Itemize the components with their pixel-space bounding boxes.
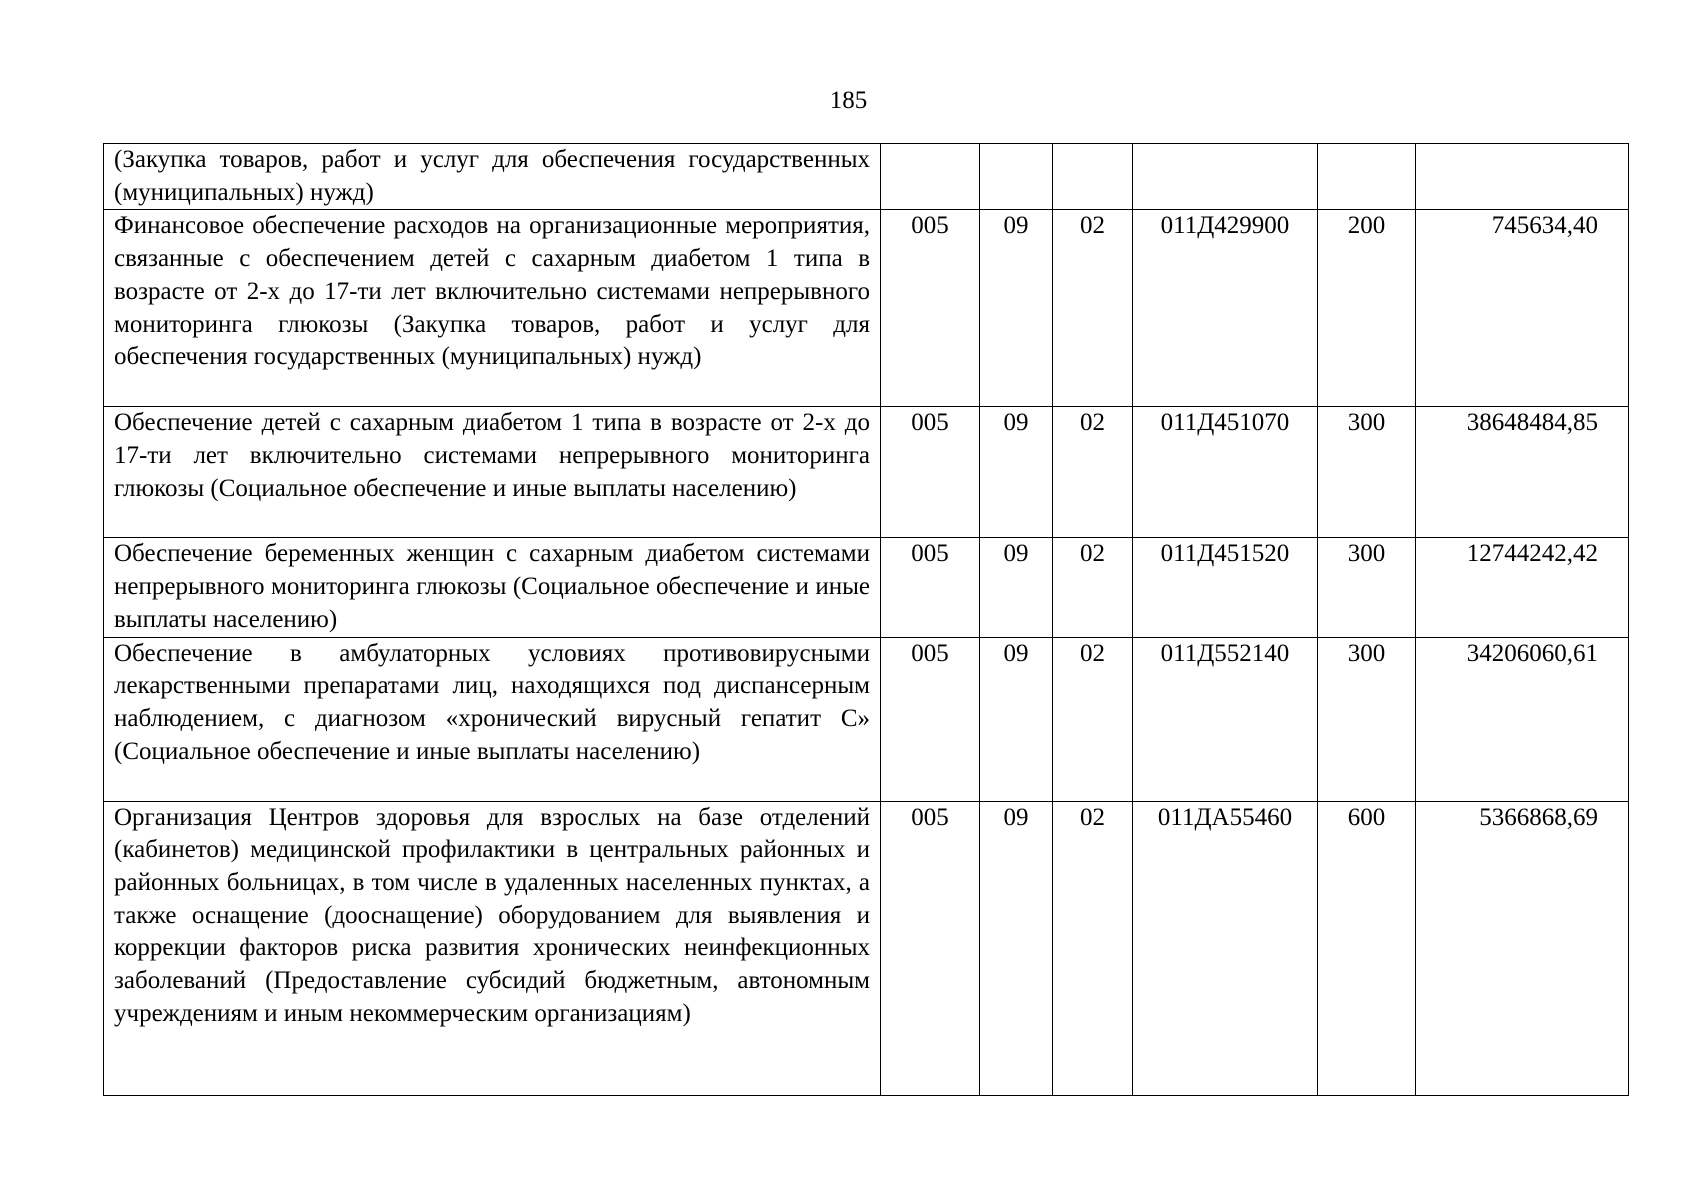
target-article-code: 011Д451070 [1133, 407, 1318, 538]
target-article-code: 011ДА55460 [1133, 801, 1318, 1095]
subsection-code [1053, 144, 1133, 210]
section-code: 09 [980, 407, 1053, 538]
amount-value: 34206060,61 [1416, 637, 1629, 801]
subsection-code: 02 [1053, 801, 1133, 1095]
ministry-code [881, 144, 980, 210]
expense-type-code: 600 [1318, 801, 1416, 1095]
amount-value: 12744242,42 [1416, 538, 1629, 637]
budget-table [103, 143, 1629, 1096]
target-article-code [1133, 144, 1318, 210]
table-row [104, 144, 1629, 210]
row-description: Организация Центров здоровья для взрослых на базе отделений (кабинетов) медицинской профилактики в центральных районных и районных больницах, в том числе в удаленных населенных пунктах, а также оснащение (дооснащение) оборудованием для выявления и коррекции факторов риска развития хронических неинфекционных заболеваний (Предоставление субсидий бюджетным, автономным учреждениям и иным некоммерческим организациям) [104, 801, 881, 1095]
ministry-code: 005 [881, 801, 980, 1095]
section-code: 09 [980, 538, 1053, 637]
row-description: Обеспечение беременных женщин с сахарным диабетом системами непрерывного мониторинга глюкозы (Социальное обеспечение и иные выплаты населению) [104, 538, 881, 637]
table-row [104, 407, 1629, 538]
target-article-code: 011Д552140 [1133, 637, 1318, 801]
amount-value: 745634,40 [1416, 210, 1629, 407]
table-row [104, 637, 1629, 801]
subsection-code: 02 [1053, 407, 1133, 538]
section-code: 09 [980, 801, 1053, 1095]
row-description: Обеспечение детей с сахарным диабетом 1 типа в возрасте от 2-х до 17-ти лет включительно системами непрерывного мониторинга глюкозы (Социальное обеспечение и иные выплаты населению) [104, 407, 881, 538]
ministry-code: 005 [881, 538, 980, 637]
page-number: 185 [829, 87, 868, 114]
amount-value [1416, 144, 1629, 210]
table-row [104, 210, 1629, 407]
row-description: (Закупка товаров, работ и услуг для обеспечения государственных (муниципальных) нужд) [104, 144, 881, 210]
expense-type-code: 200 [1318, 210, 1416, 407]
target-article-code: 011Д429900 [1133, 210, 1318, 407]
table-row [104, 538, 1629, 637]
ministry-code: 005 [881, 210, 980, 407]
subsection-code: 02 [1053, 210, 1133, 407]
ministry-code: 005 [881, 407, 980, 538]
section-code: 09 [980, 210, 1053, 407]
target-article-code: 011Д451520 [1133, 538, 1318, 637]
subsection-code: 02 [1053, 637, 1133, 801]
section-code [980, 144, 1053, 210]
section-code: 09 [980, 637, 1053, 801]
expense-type-code: 300 [1318, 538, 1416, 637]
row-description: Обеспечение в амбулаторных условиях противовирусными лекарственными препаратами лиц, находящихся под диспансерным наблюдением, с диагнозом «хронический вирусный гепатит С» (Социальное обеспечение и иные выплаты населению) [104, 637, 881, 801]
subsection-code: 02 [1053, 538, 1133, 637]
table-row [104, 801, 1629, 1095]
expense-type-code: 300 [1318, 407, 1416, 538]
expense-type-code: 300 [1318, 637, 1416, 801]
ministry-code: 005 [881, 637, 980, 801]
row-description: Финансовое обеспечение расходов на организационные мероприятия, связанные с обеспечением детей с сахарным диабетом 1 типа в возрасте от 2-х до 17-ти лет включительно системами непрерывного мониторинга глюкозы (Закупка товаров, работ и услуг для обеспечения государственных (муниципальных) нужд) [104, 210, 881, 407]
amount-value: 5366868,69 [1416, 801, 1629, 1095]
amount-value: 38648484,85 [1416, 407, 1629, 538]
expense-type-code [1318, 144, 1416, 210]
